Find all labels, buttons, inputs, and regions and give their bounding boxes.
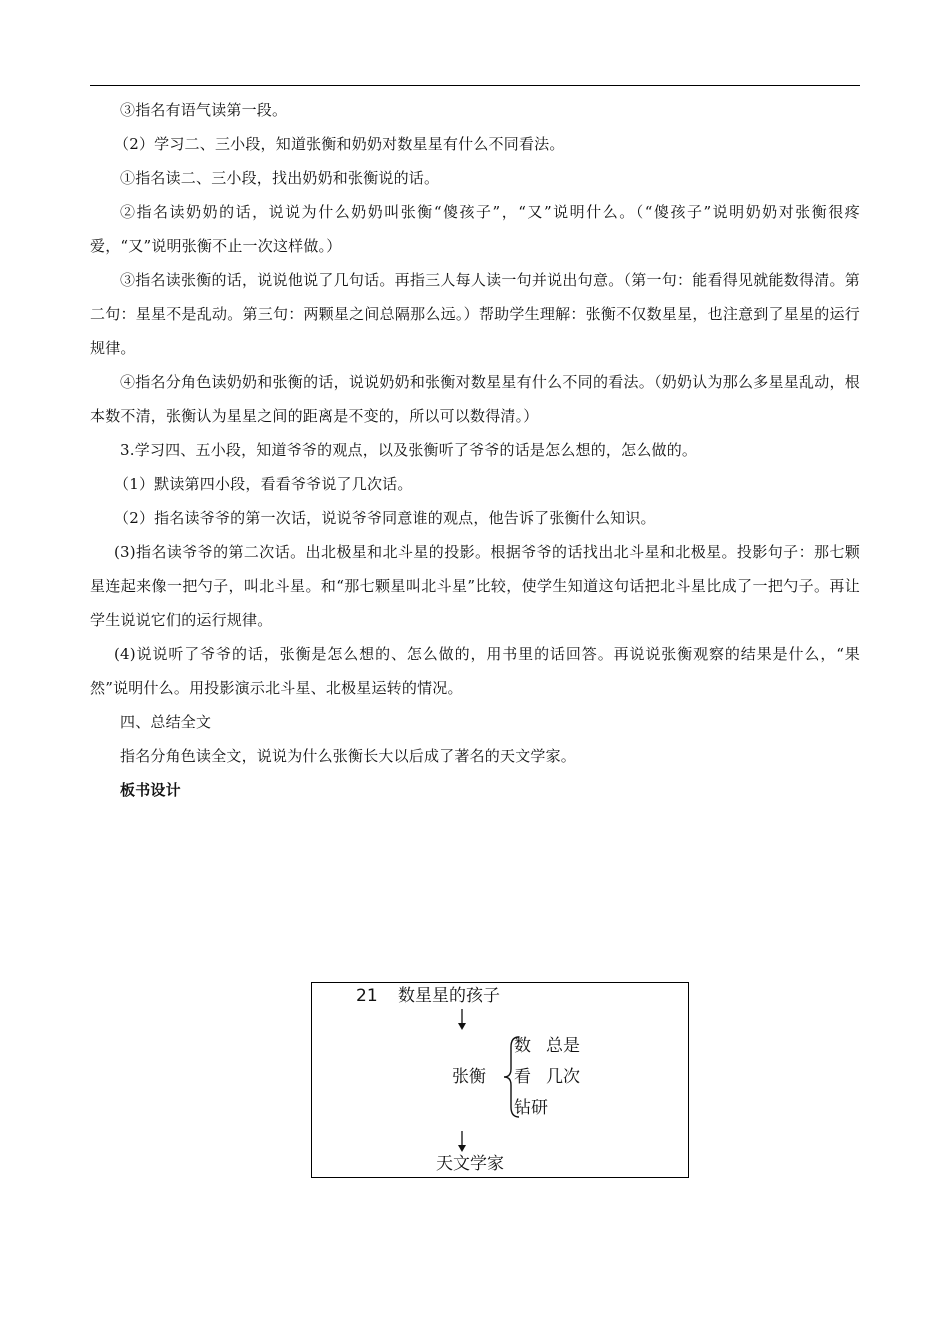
board-title-number: 21 [356, 986, 378, 1006]
board-subject: 张衡 [452, 1067, 486, 1087]
board-item-verb: 看 [514, 1067, 531, 1087]
board-result: 天文学家 [436, 1154, 504, 1174]
paragraph: （1）默读第四小段，看看爷爷说了几次话。 [114, 475, 413, 493]
paragraph: ④指名分角色读奶奶和张衡的话，说说奶奶和张衡对数星星有什么不同的看法。（奶奶认为那么多星星乱动，根本数不清，张衡认为星星之间的距离是不变的，所以可以数得清。） [90, 373, 860, 425]
board-item-detail: 总是 [546, 1036, 580, 1056]
blackboard-design-box [311, 982, 689, 1178]
paragraph: ③指名有语气读第一段。 [120, 101, 288, 119]
header-rule [90, 85, 860, 86]
board-design-heading: 板书设计 [120, 781, 181, 799]
document-body [90, 93, 860, 807]
board-item-detail: 几次 [546, 1067, 580, 1087]
arrow-head-icon [458, 1023, 466, 1030]
paragraph: (3)指名读爷爷的第二次话。出北极星和北斗星的投影。根据爷爷的话找出北斗星和北极星。投影句子：那七颗星连起来像一把勺子，叫北斗星。和“那七颗星叫北斗星”比较，使学生知道这句话把北斗星比成了一把勺子。再让学生说说它们的运行规律。 [90, 543, 860, 629]
board-title: 数星星的孩子 [398, 986, 500, 1006]
section-heading: 四、总结全文 [120, 713, 212, 731]
paragraph: (4)说说听了爷爷的话，张衡是怎么想的、怎么做的，用书里的话回答。再说说张衡观察的结果是什么，“果然”说明什么。用投影演示北斗星、北极星运转的情况。 [90, 645, 860, 697]
paragraph: （2）指名读爷爷的第一次话，说说爷爷同意谁的观点，他告诉了张衡什么知识。 [114, 509, 656, 527]
paragraph: ③指名读张衡的话，说说他说了几句话。再指三人每人读一句并说出句意。（第一句：能看得见就能数得清。第二句：星星不是乱动。第三句：两颗星之间总隔那么远。）帮助学生理解：张衡不仅数星星，也注意到了星星的运行规律。 [90, 271, 860, 357]
arrow-head-icon [458, 1145, 466, 1152]
board-item-verb: 数 [514, 1036, 531, 1056]
paragraph: ②指名读奶奶的话，说说为什么奶奶叫张衡“傻孩子”，“又”说明什么。（“傻孩子”说明奶奶对张衡很疼爱，“又”说明张衡不止一次这样做。） [90, 203, 860, 255]
paragraph: 3.学习四、五小段，知道爷爷的观点，以及张衡听了爷爷的话是怎么想的，怎么做的。 [120, 441, 698, 459]
board-lines [312, 983, 690, 1179]
paragraph: （2）学习二、三小段，知道张衡和奶奶对数星星有什么不同看法。 [114, 135, 565, 153]
board-item-verb: 钻研 [514, 1098, 548, 1118]
paragraph: ①指名读二、三小段，找出奶奶和张衡说的话。 [120, 169, 440, 187]
paragraph: 指名分角色读全文，说说为什么张衡长大以后成了著名的天文学家。 [120, 747, 577, 765]
